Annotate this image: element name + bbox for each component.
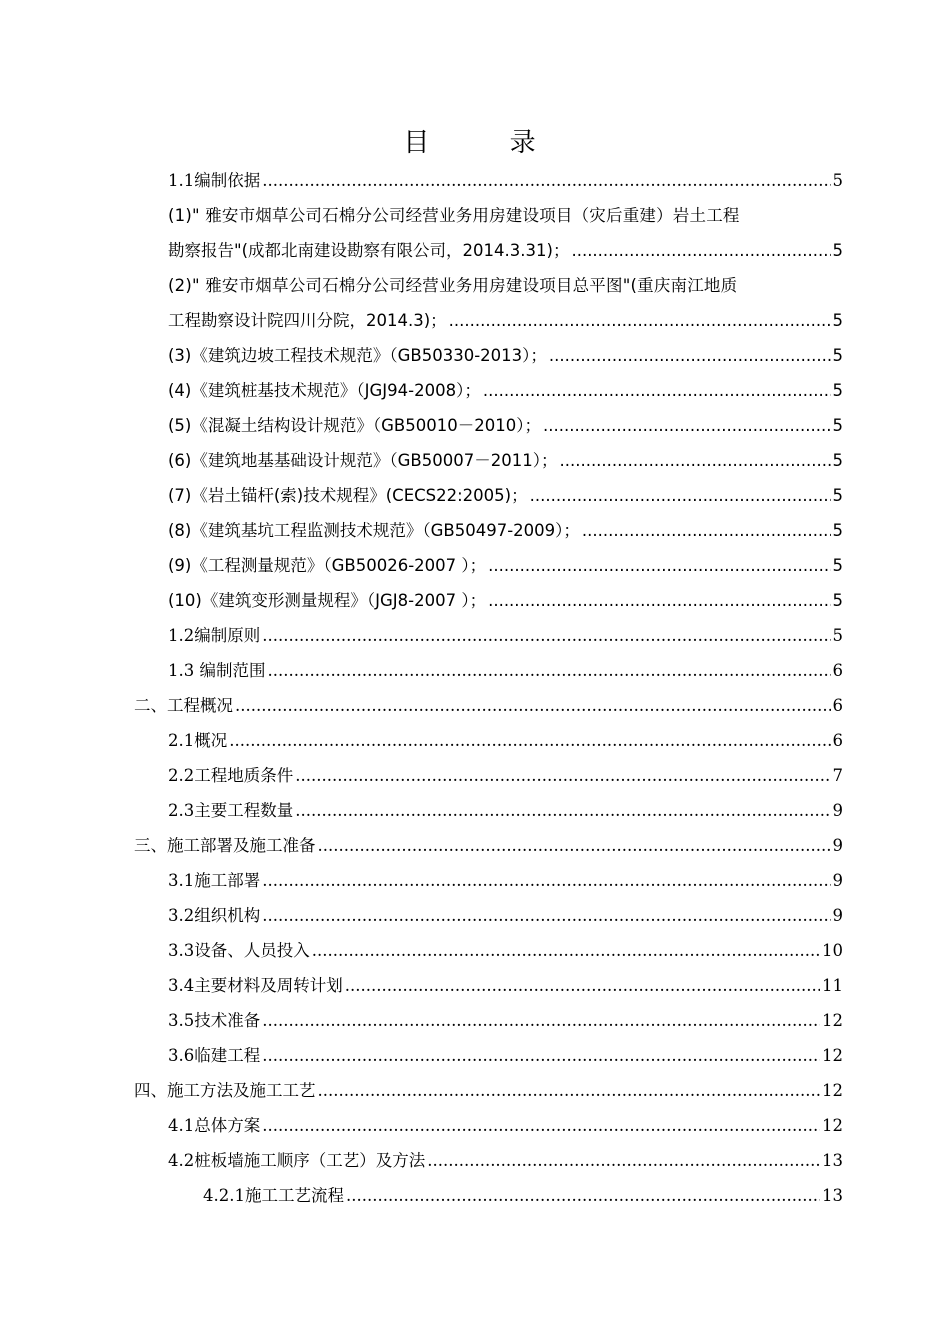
toc-entry-text: (9)《工程测量规范》（GB50026-2007 ）； [168, 556, 487, 575]
toc-entry[interactable] [134, 688, 843, 723]
toc-entry-page: 13 [822, 1151, 843, 1170]
toc-entry-page: 12 [822, 1081, 843, 1100]
toc-entry-text: 3.1施工部署 [168, 871, 261, 890]
toc-entry-page: 5 [832, 521, 843, 540]
toc-entry[interactable] [134, 1073, 843, 1108]
leader-dots [543, 408, 831, 443]
toc-entry-text: 2.2工程地质条件 [168, 766, 294, 785]
leader-dots [549, 338, 831, 373]
toc-entry-page: 6 [832, 731, 843, 750]
toc-entry-text: (10)《建筑变形测量规程》（JGJ8-2007 ）； [168, 591, 487, 610]
toc-entry-text: 1.1编制依据 [168, 171, 261, 190]
toc-entry-page: 9 [832, 836, 843, 855]
leader-dots [268, 653, 831, 688]
leader-dots [262, 898, 830, 933]
toc-entry[interactable] [168, 968, 843, 1003]
leader-dots [262, 1038, 820, 1073]
toc-entry-page: 5 [832, 311, 843, 330]
leader-dots [262, 1108, 820, 1143]
toc-entry[interactable] [168, 933, 843, 968]
toc-entry-page: 12 [822, 1011, 843, 1030]
leader-dots [262, 618, 830, 653]
toc-entry-page: 9 [832, 871, 843, 890]
toc-entry-page: 5 [832, 591, 843, 610]
toc-entry[interactable] [168, 758, 843, 793]
toc-entry-text: 1.2编制原则 [168, 626, 261, 645]
toc-entry-page: 5 [832, 626, 843, 645]
toc-entry-text: 勘察报告"(成都北南建设勘察有限公司，2014.3.31)； [168, 241, 570, 260]
toc-entry-page: 5 [832, 381, 843, 400]
toc-entry-text: 工程勘察设计院四川分院，2014.3)； [168, 311, 447, 330]
toc-entry-page: 5 [832, 346, 843, 365]
toc-entry-text: 3.6临建工程 [168, 1046, 261, 1065]
toc-entry-text: 二、工程概况 [134, 696, 233, 715]
toc-entry-text: (7)《岩土锚杆(索)技术规程》(CECS22:2005)； [168, 486, 528, 505]
leader-dots [312, 933, 820, 968]
toc-entry-page: 5 [832, 556, 843, 575]
toc-entry-text: 3.2组织机构 [168, 906, 261, 925]
toc-entry[interactable] [168, 1108, 843, 1143]
leader-dots [488, 548, 830, 583]
toc-entry-page: 12 [822, 1046, 843, 1065]
toc-entry[interactable] [168, 653, 843, 688]
toc-entry[interactable] [168, 898, 843, 933]
leader-dots [295, 758, 830, 793]
toc-entry-text-line1: (1)" 雅安市烟草公司石棉分公司经营业务用房建设项目（灾后重建）岩土工程 [168, 206, 740, 225]
toc-entry-text-line1: (2)" 雅安市烟草公司石棉分公司经营业务用房建设项目总平图"(重庆南江地质 [168, 276, 738, 295]
leader-dots [530, 478, 831, 513]
toc-entry-page: 6 [832, 661, 843, 680]
toc-entry-text: 3.4主要材料及周转计划 [168, 976, 343, 995]
leader-dots [483, 373, 831, 408]
toc-entry-text: 4.2桩板墙施工顺序（工艺）及方法 [168, 1151, 426, 1170]
toc-entry[interactable] [134, 828, 843, 863]
leader-dots [571, 233, 830, 268]
toc-entry[interactable] [168, 443, 843, 478]
leader-dots [318, 828, 831, 863]
toc-entry[interactable] [168, 268, 843, 338]
toc-entry-text: (5)《混凝土结构设计规范》（GB50010－2010）； [168, 416, 541, 435]
leader-dots [235, 688, 831, 723]
toc-entry[interactable] [168, 198, 843, 268]
toc-entry[interactable] [168, 863, 843, 898]
toc-entry-page: 11 [822, 976, 843, 995]
toc-entry-page: 5 [832, 486, 843, 505]
toc-entry[interactable] [168, 618, 843, 653]
toc-entry-text: 1.3 编制范围 [168, 661, 266, 680]
toc-entry[interactable] [168, 513, 843, 548]
leader-dots [488, 583, 830, 618]
toc-entry-text: 三、施工部署及施工准备 [134, 836, 316, 855]
toc-entry-text: (3)《建筑边坡工程技术规范》（GB50330-2013）； [168, 346, 547, 365]
leader-dots [582, 513, 831, 548]
toc-entry-text: 2.3主要工程数量 [168, 801, 294, 820]
leader-dots [229, 723, 830, 758]
toc-entry[interactable] [168, 373, 843, 408]
toc-entry-text: 3.5技术准备 [168, 1011, 261, 1030]
toc-entry-text: 2.1概况 [168, 731, 228, 750]
leader-dots [345, 968, 820, 1003]
leader-dots [449, 303, 831, 338]
toc-entry-text: 四、施工方法及施工工艺 [134, 1081, 316, 1100]
leader-dots [427, 1143, 820, 1178]
toc-entry[interactable] [168, 478, 843, 513]
toc-entry[interactable] [168, 1143, 843, 1178]
toc-entry-text: 4.1总体方案 [168, 1116, 261, 1135]
leader-dots [262, 163, 830, 198]
toc-entry[interactable] [168, 723, 843, 758]
toc-entry[interactable] [168, 583, 843, 618]
toc-entry-page: 7 [832, 766, 843, 785]
toc-entry-page: 12 [822, 1116, 843, 1135]
toc-entry-page: 5 [832, 416, 843, 435]
toc-entry[interactable] [168, 408, 843, 443]
toc-entry[interactable] [203, 1178, 843, 1213]
leader-dots [559, 443, 830, 478]
toc-entry[interactable] [168, 163, 843, 198]
toc-entry-page: 5 [832, 241, 843, 260]
toc-entry-text: (8)《建筑基坑工程监测技术规范》（GB50497-2009）； [168, 521, 580, 540]
toc-entry-page: 9 [832, 906, 843, 925]
toc-entry-text: 4.2.1施工工艺流程 [203, 1186, 344, 1205]
toc-entry-page: 10 [822, 941, 843, 960]
toc-entry-text: (6)《建筑地基基础设计规范》（GB50007－2011）； [168, 451, 558, 470]
toc-entry[interactable] [168, 793, 843, 828]
toc-entry-text: 3.3设备、人员投入 [168, 941, 310, 960]
toc-entry-page: 9 [832, 801, 843, 820]
leader-dots [346, 1178, 820, 1213]
toc-entry-page: 6 [832, 696, 843, 715]
leader-dots [262, 863, 830, 898]
toc-entry-page: 5 [832, 171, 843, 190]
toc-entry-text: (4)《建筑桩基技术规范》（JGJ94-2008）； [168, 381, 481, 400]
toc-entry-page: 5 [832, 451, 843, 470]
toc-entry[interactable] [168, 548, 843, 583]
toc-entry[interactable] [168, 338, 843, 373]
toc-entry-page: 13 [822, 1186, 843, 1205]
leader-dots [262, 1003, 820, 1038]
leader-dots [318, 1073, 821, 1108]
toc-title: 目 录 [403, 128, 572, 158]
toc-entry[interactable] [168, 1003, 843, 1038]
leader-dots [295, 793, 830, 828]
toc-entry[interactable] [168, 1038, 843, 1073]
